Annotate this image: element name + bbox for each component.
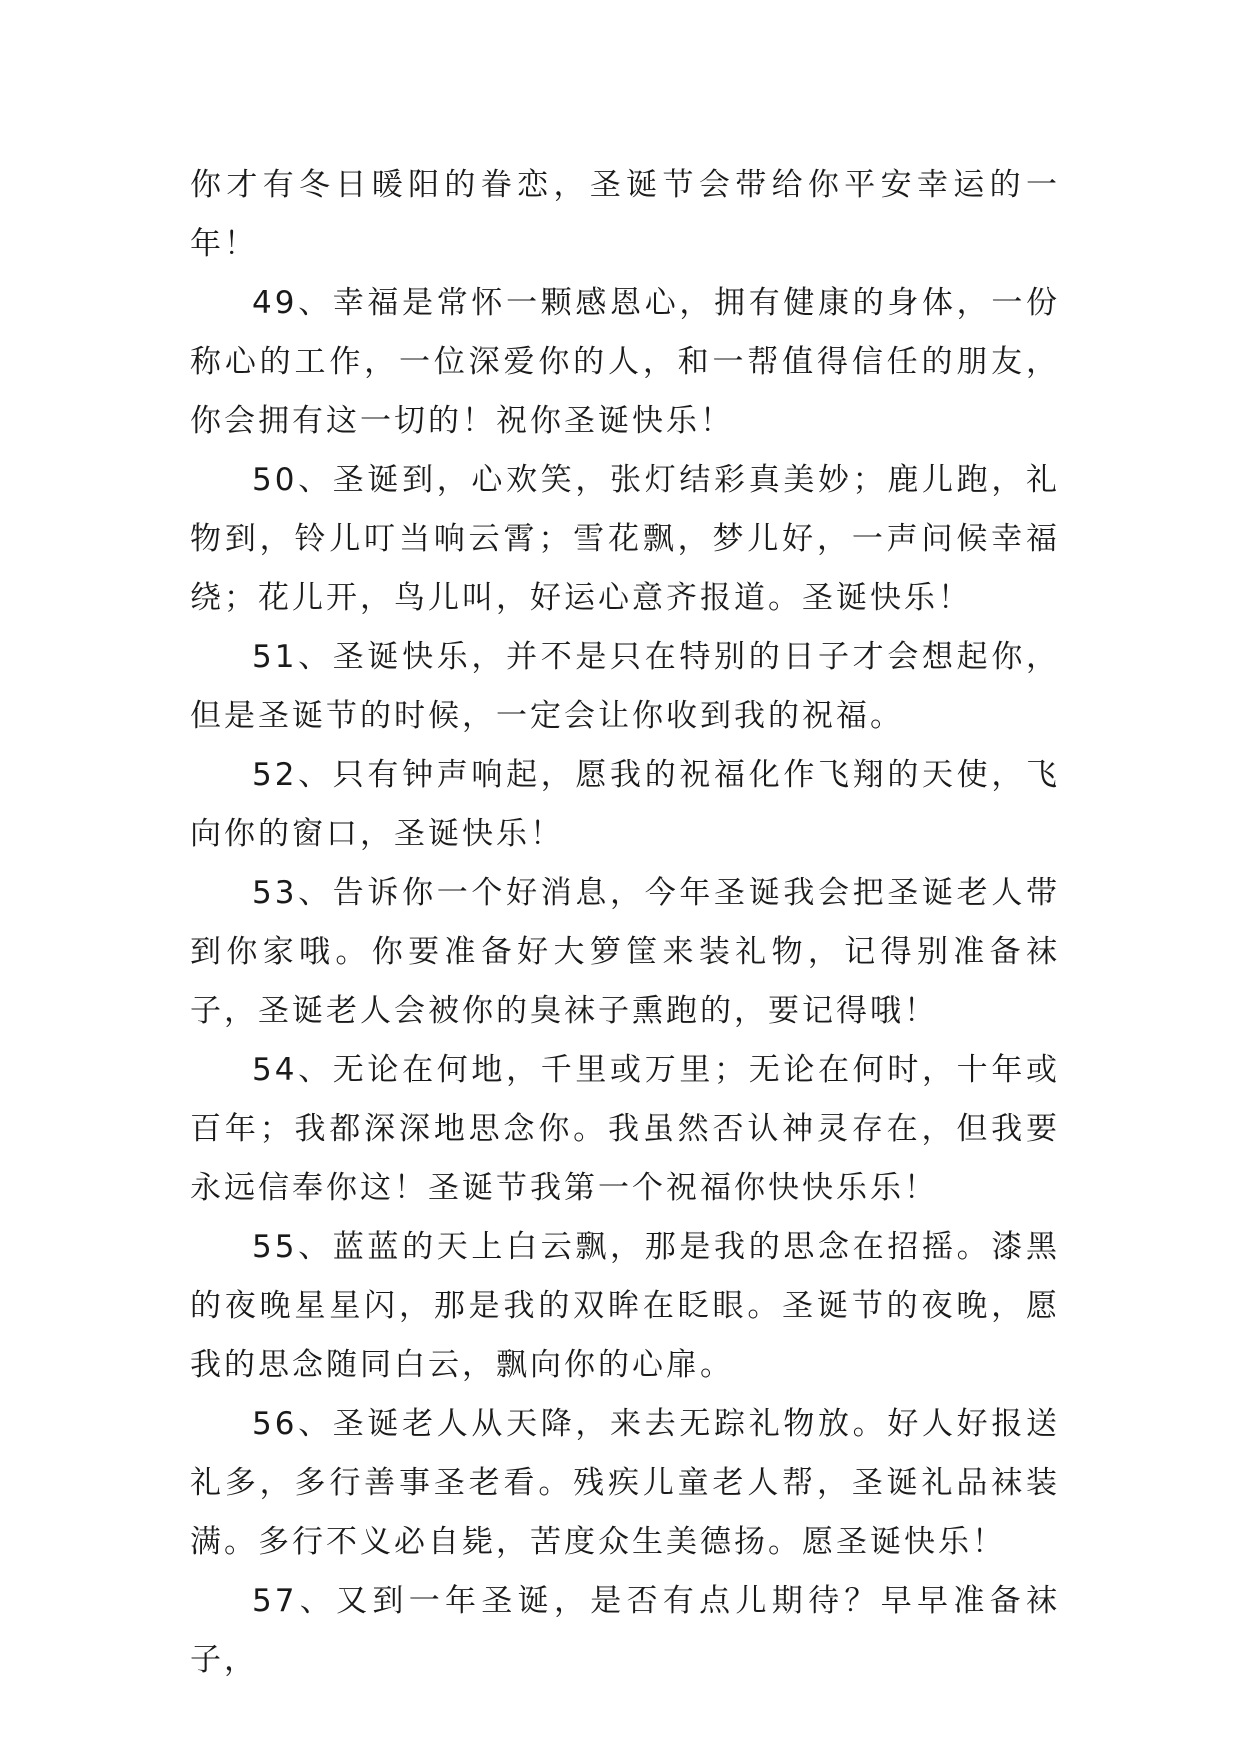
- paragraph-52: 52、只有钟声响起，愿我的祝福化作飞翔的天使，飞向你的窗口，圣诞快乐！: [190, 757, 1060, 852]
- paragraph-56: 56、圣诞老人从天降，来去无踪礼物放。好人好报送礼多，多行善事圣老看。残疾儿童老人帮，圣诞礼品袜装满。多行不义必自毙，苦度众生美德扬。愿圣诞快乐！: [190, 1406, 1060, 1560]
- paragraph-55: 55、蓝蓝的天上白云飘，那是我的思念在招摇。漆黑的夜晚星星闪，那是我的双眸在眨眼。圣诞节的夜晚，愿我的思念随同白云，飘向你的心扉。: [190, 1229, 1060, 1383]
- paragraph-51: 51、圣诞快乐，并不是只在特别的日子才会想起你，但是圣诞节的时候，一定会让你收到我的祝福。: [190, 639, 1060, 734]
- paragraph-53: 53、告诉你一个好消息，今年圣诞我会把圣诞老人带到你家哦。你要准备好大箩筐来装礼物，记得别准备袜子，圣诞老人会被你的臭袜子熏跑的，要记得哦！: [190, 875, 1060, 1029]
- paragraph-continuation: 你才有冬日暖阳的眷恋，圣诞节会带给你平安幸运的一年！: [190, 167, 1060, 262]
- paragraph-54: 54、无论在何地，千里或万里；无论在何时，十年或百年；我都深深地思念你。我虽然否认神灵存在，但我要永远信奉你这！圣诞节我第一个祝福你快快乐乐！: [190, 1052, 1060, 1206]
- paragraph-50: 50、圣诞到，心欢笑，张灯结彩真美妙；鹿儿跑，礼物到，铃儿叮当响云霄；雪花飘，梦儿好，一声问候幸福绕；花儿开，鸟儿叫，好运心意齐报道。圣诞快乐！: [190, 462, 1060, 616]
- paragraph-57: 57、又到一年圣诞，是否有点儿期待？早早准备袜子，: [190, 1583, 1060, 1678]
- paragraph-49: 49、幸福是常怀一颗感恩心，拥有健康的身体，一份称心的工作，一位深爱你的人，和一帮值得信任的朋友，你会拥有这一切的！祝你圣诞快乐！: [190, 285, 1060, 439]
- document-body: [190, 156, 1060, 1690]
